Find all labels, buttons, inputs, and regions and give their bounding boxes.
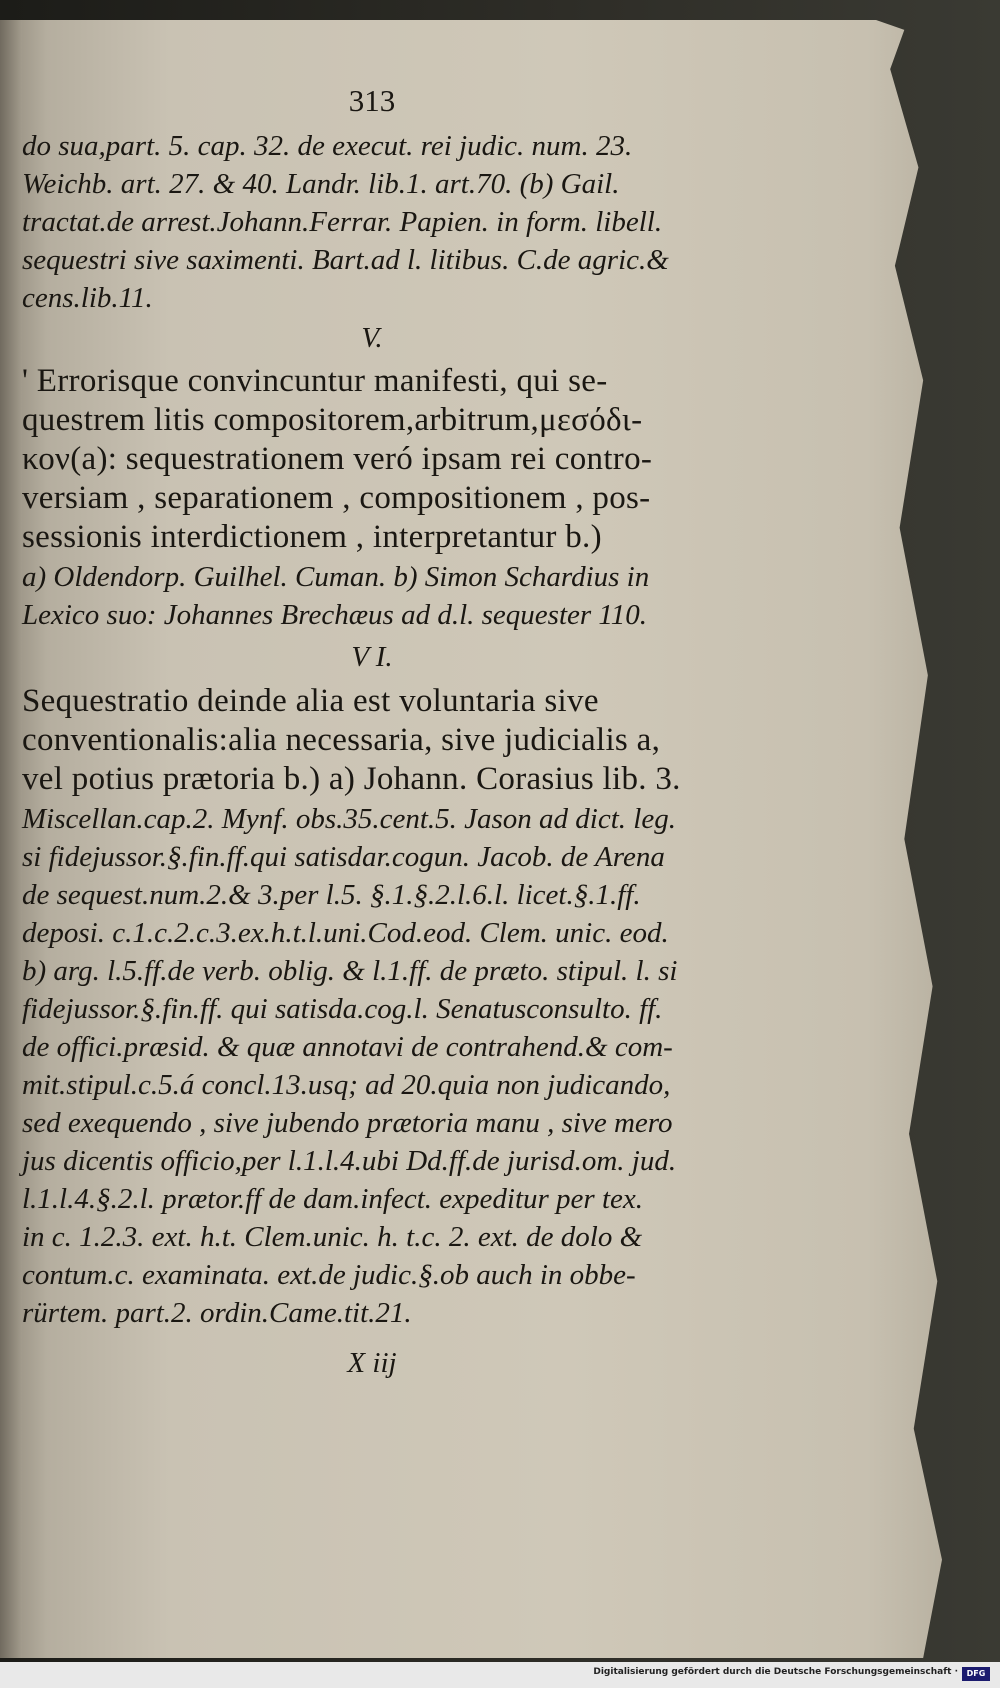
text-line: Sequestratio deinde alia est voluntaria sive [22, 683, 599, 719]
text-line: sessionis interdictionem , interpretantur b.) [22, 519, 602, 555]
footnote-line: mit.stipul.c.5.á concl.13.usq; ad 20.quia non judicando, [22, 1069, 671, 1101]
page-number: 313 [348, 83, 396, 118]
text-line: κον(a): sequestrationem veró ipsam rei contro- [22, 441, 653, 477]
footnote-line: de offici.præsid. & quæ annotavi de contrahend.& com- [22, 1031, 673, 1063]
footnote-line: fidejussor.§.fin.ff. qui satisda.cog.l. Senatusconsulto. ff. [22, 993, 663, 1025]
text-line: questrem litis compositorem,arbitrum,μεσόδι- [22, 402, 643, 438]
text-line: conventionalis:alia necessaria, sive judicialis a, [22, 722, 661, 758]
funding-credit: Digitalisierung gefördert durch die Deutsche Forschungsgemeinschaft · [593, 1667, 958, 1677]
text-line: cens.lib.11. [22, 282, 153, 314]
footnote-line: l.1.l.4.§.2.l. prætor.ff de dam.infect. expeditur per tex. [22, 1183, 643, 1215]
text-line: Weichb. art. 27. & 40. Landr. lib.1. art.70. (b) Gail. [22, 168, 620, 200]
footnote-line: contum.c. examinata. ext.de judic.§.ob auch in obbe- [22, 1259, 636, 1291]
footnote-line: rürtem. part.2. ordin.Came.tit.21. [22, 1297, 412, 1329]
text-line: ' Errorisque convincuntur manifesti, qui se- [22, 363, 608, 399]
page-gutter-shadow [0, 20, 22, 1658]
footnote-line: Miscellan.cap.2. Mynf. obs.35.cent.5. Jason ad dict. leg. [22, 803, 676, 835]
footnote-line: in c. 1.2.3. ext. h.t. Clem.unic. h. t.c. 2. ext. de dolo & [22, 1221, 643, 1253]
text-line: versiam , separationem , compositionem , pos- [22, 480, 651, 516]
text-line: tractat.de arrest.Johann.Ferrar. Papien. in form. libell. [22, 206, 663, 238]
section-heading: V I. [351, 641, 393, 673]
footnote-line: de sequest.num.2.& 3.per l.5. §.1.§.2.l.6.l. licet.§.1.ff. [22, 879, 641, 911]
footnote-line: sed exequendo , sive jubendo prætoria manu , sive mero [22, 1107, 673, 1139]
footnote-line: jus dicentis officio,per l.1.l.4.ubi Dd.ff.de jurisd.om. jud. [22, 1145, 677, 1177]
digitization-footer [0, 1662, 1000, 1688]
footnote-line: a) Oldendorp. Guilhel. Cuman. b) Simon Schardius in [22, 561, 650, 593]
footnote-line: b) arg. l.5.ff.de verb. oblig. & l.1.ff. de præto. stipul. l. si [22, 955, 678, 987]
text-line: do sua,part. 5. cap. 32. de execut. rei judic. num. 23. [22, 130, 633, 162]
signature-mark: X iij [347, 1347, 397, 1379]
text-line: sequestri sive saximenti. Bart.ad l. litibus. C.de agric.& [22, 244, 669, 276]
text-line: vel potius prætoria b.) a) Johann. Corasius lib. 3. [22, 761, 681, 797]
footnote-line: Lexico suo: Johannes Brechæus ad d.l. sequester 110. [22, 599, 648, 631]
footnote-line: deposi. c.1.c.2.c.3.ex.h.t.l.uni.Cod.eod. Clem. unic. eod. [22, 917, 669, 949]
footnote-line: si fidejussor.§.fin.ff.qui satisdar.cogun. Jacob. de Arena [22, 841, 665, 873]
dfg-logo-icon: DFG [962, 1667, 990, 1681]
section-heading: V. [361, 322, 383, 354]
